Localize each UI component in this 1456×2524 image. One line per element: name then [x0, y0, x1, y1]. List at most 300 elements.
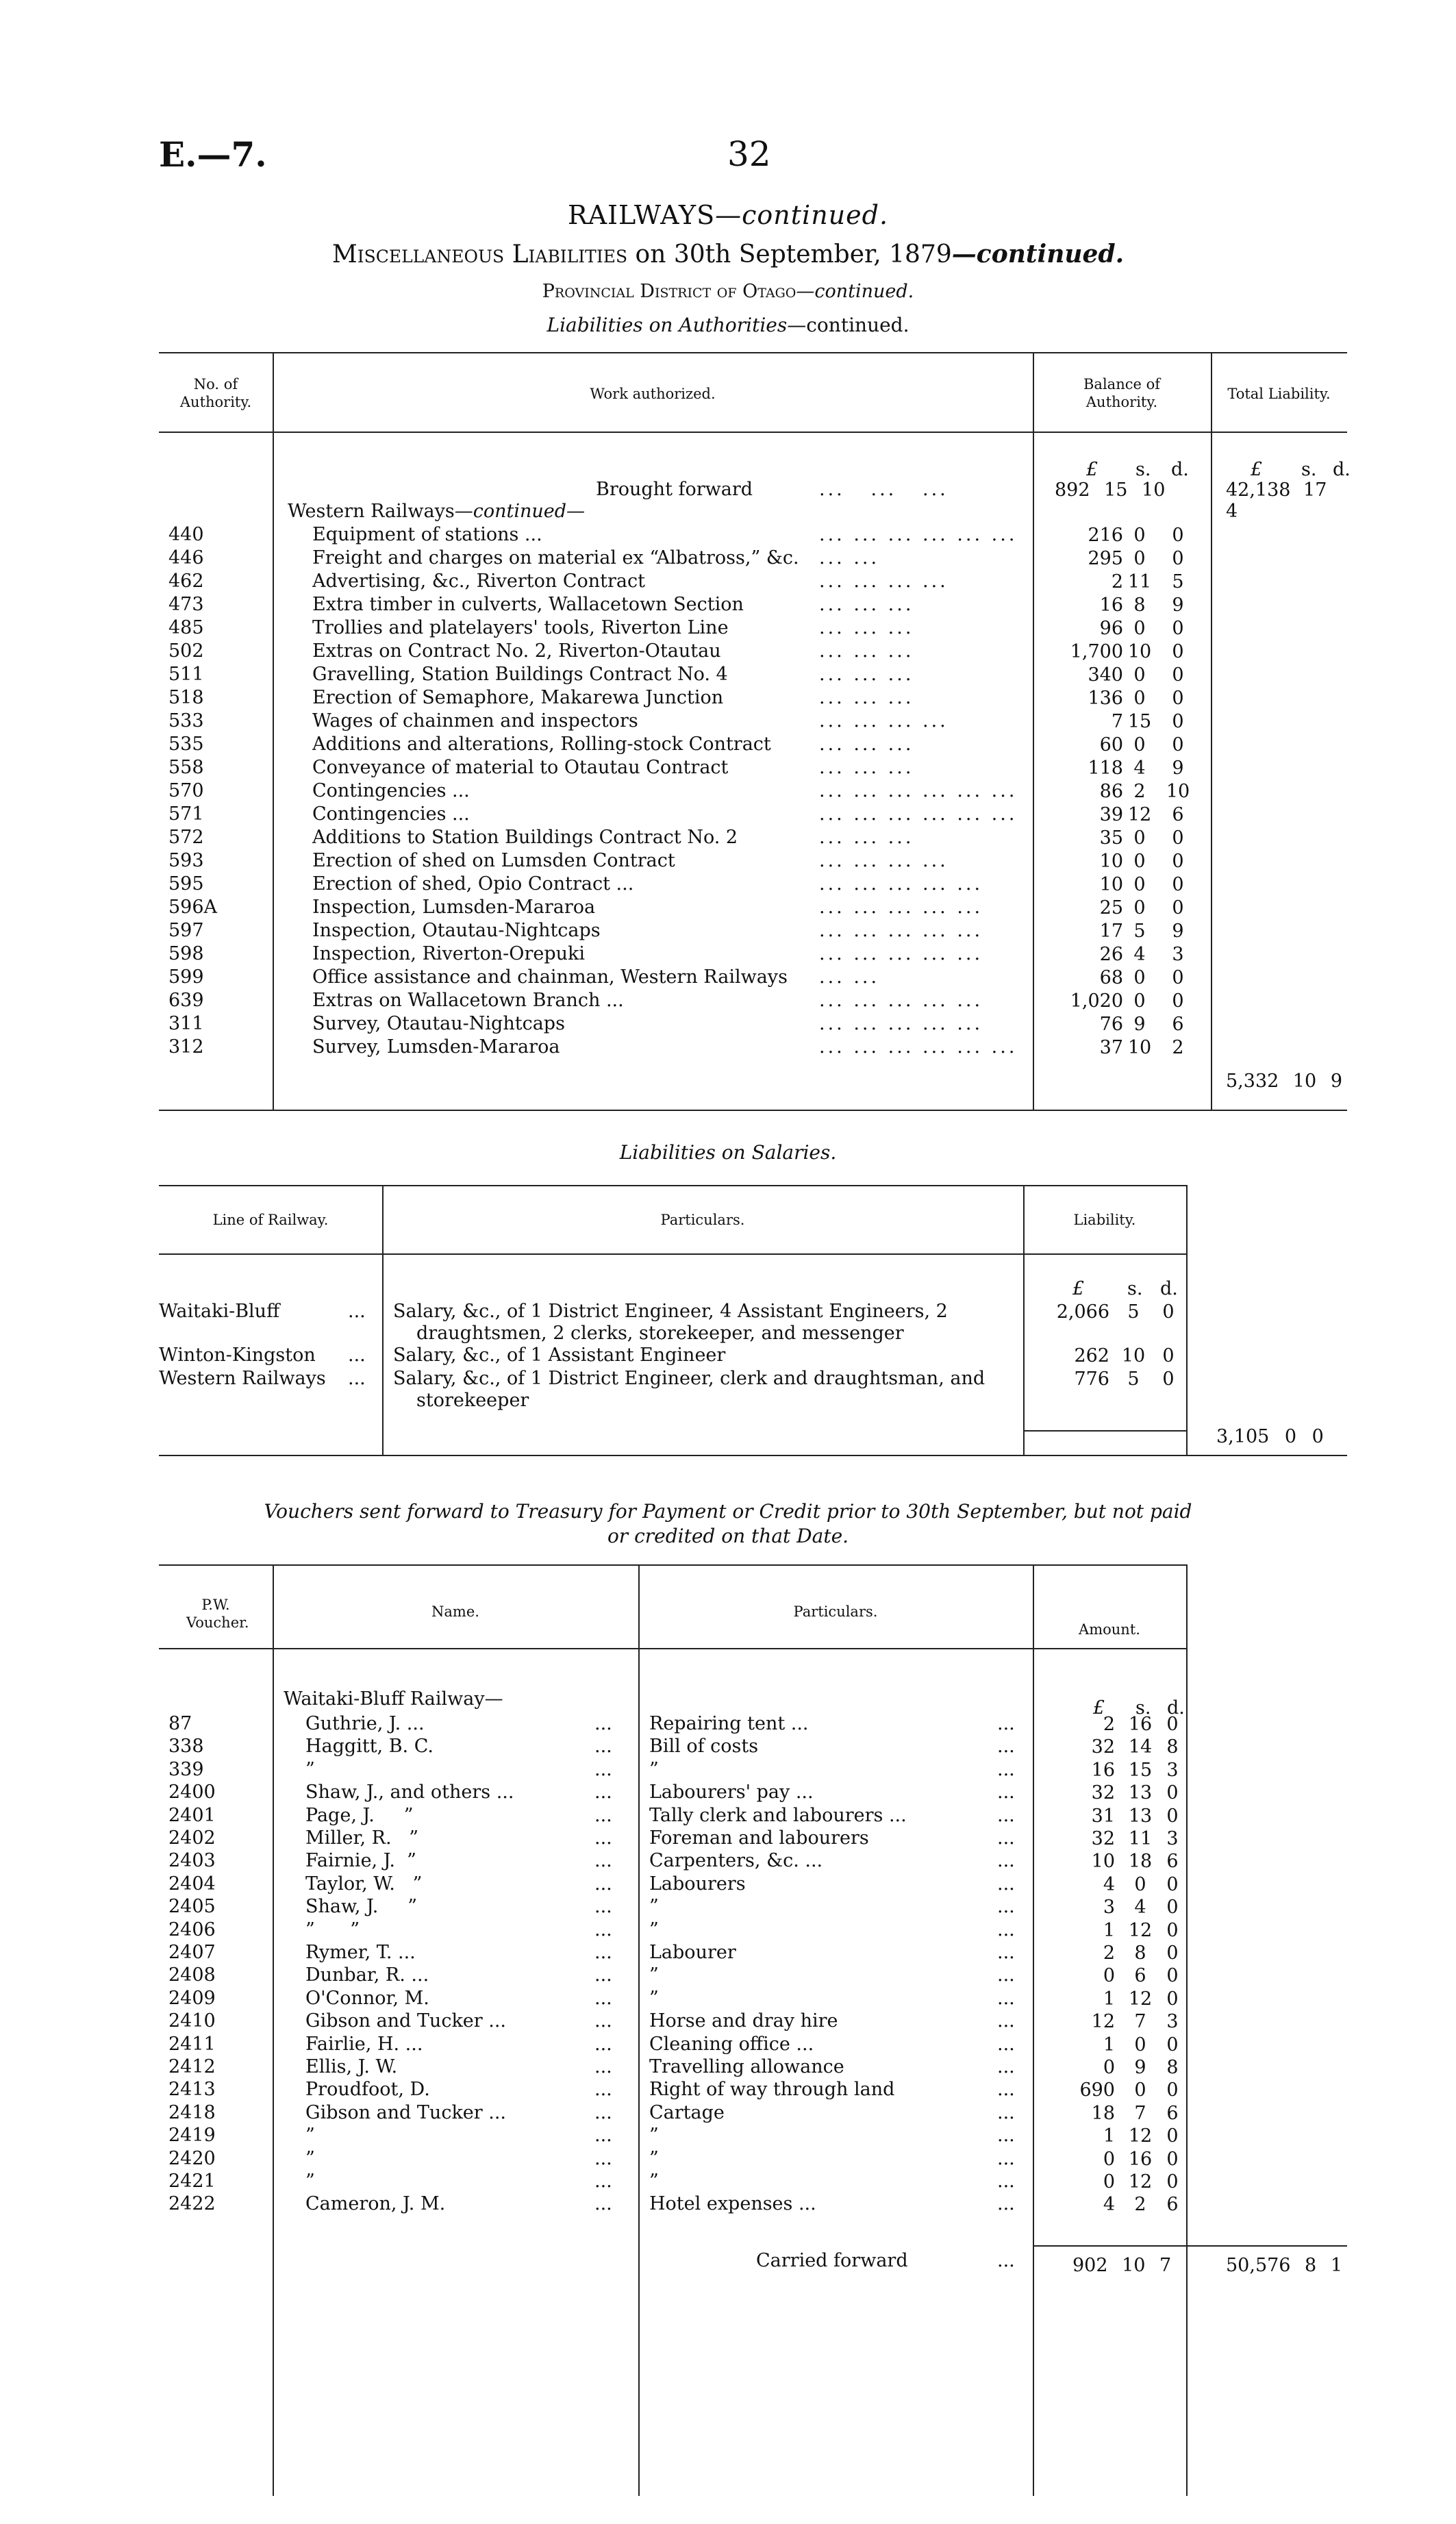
voucher-name-dots: ...	[594, 2079, 612, 2100]
voucher-name: Guthrie, J. ...	[305, 1713, 425, 1734]
auth-row-number: 572	[168, 827, 204, 848]
sal-row-line-dots: ...	[348, 1368, 366, 1389]
voucher-pounds: 1	[1103, 2125, 1115, 2147]
auth-row-shillings: 15	[1127, 711, 1152, 732]
carried-forward-dots: ...	[997, 2250, 1015, 2271]
auth-row-pence: 0	[1172, 967, 1184, 988]
sal-row-shillings: 5	[1127, 1301, 1140, 1323]
voucher-pence: 0	[1166, 2079, 1179, 2101]
auth-row-number: 639	[168, 990, 204, 1011]
auth-row-shillings: 5	[1133, 921, 1146, 942]
voucher-number: 2418	[168, 2102, 216, 2123]
auth-row-shillings: 0	[1133, 967, 1146, 988]
voucher-pence: 0	[1166, 1965, 1179, 1986]
voucher-part-dots: ...	[997, 1919, 1015, 1940]
auth-row-pounds: 76	[1099, 1014, 1123, 1035]
voucher-pence: 0	[1166, 2171, 1179, 2192]
voucher-pence: 0	[1166, 1805, 1179, 1827]
auth-row-dots: ... ... ... ...	[819, 710, 949, 732]
auth-row-work: Inspection, Lumsden-Mararoa	[312, 897, 596, 918]
voucher-number: 2401	[168, 1805, 216, 1826]
voucher-pence: 0	[1166, 1942, 1179, 1964]
vch-col-particulars: Particulars.	[793, 1603, 878, 1620]
sal-row-pounds: 776	[1074, 1369, 1109, 1390]
auth-row-pence: 6	[1172, 1014, 1184, 1035]
voucher-particulars: ”	[649, 1919, 659, 1940]
auth-row-number: 311	[168, 1013, 204, 1034]
voucher-number: 338	[168, 1736, 204, 1757]
auth-row-pence: 0	[1172, 990, 1184, 1012]
vch-col-amount: Amount.	[1079, 1621, 1140, 1638]
voucher-number: 2409	[168, 1988, 216, 2009]
auth-row-number: 558	[168, 757, 204, 778]
auth-row-dots: ... ... ... ... ...	[819, 920, 983, 941]
voucher-shillings: 16	[1128, 2149, 1153, 2170]
auth-row-number: 485	[168, 617, 204, 638]
auth-row-dots: ... ... ...	[819, 594, 914, 615]
voucher-pounds: 1	[1103, 1920, 1115, 1941]
sal-col-particulars: Particulars.	[660, 1212, 745, 1228]
sal-row-pounds: 262	[1074, 1345, 1109, 1366]
voucher-pounds: 31	[1091, 1805, 1115, 1827]
auth-row-dots: ... ... ...	[819, 664, 914, 685]
auth-row-pounds: 2	[1111, 571, 1123, 592]
voucher-name-dots: ...	[594, 2034, 612, 2055]
voucher-name-dots: ...	[594, 2010, 612, 2032]
voucher-name: Rymer, T. ...	[305, 1942, 416, 1963]
subtitle-part1: Miscellaneous Liabilities	[331, 240, 628, 268]
voucher-pence: 8	[1166, 1736, 1179, 1758]
auth-bal-cur-d: d.	[1171, 459, 1189, 480]
carried-forward-amount: 902 10 7	[1072, 2255, 1172, 2276]
voucher-name: Shaw, J. ”	[305, 1896, 418, 1917]
district-cont: —continued.	[796, 281, 914, 302]
vouchers-title-line2: or credited on that Date.	[607, 1525, 849, 1547]
auth-row-pence: 0	[1172, 827, 1184, 849]
voucher-particulars: Horse and dray hire	[649, 2010, 838, 2032]
voucher-name: Haggitt, B. C.	[305, 1736, 434, 1757]
voucher-part-dots: ...	[997, 1850, 1015, 1871]
sal-cur-s: s.	[1127, 1278, 1143, 1299]
voucher-pounds: 1	[1103, 2034, 1115, 2056]
voucher-pence: 6	[1166, 2103, 1179, 2124]
auth-tot-cur-s: s.	[1301, 459, 1317, 480]
auth-row-work: Survey, Lumsden-Mararoa	[312, 1036, 560, 1058]
auth-row-shillings: 2	[1133, 781, 1146, 802]
vch-carried-rule	[1033, 2245, 1347, 2247]
voucher-part-dots: ...	[997, 1736, 1015, 1757]
auth-row-work: Additions to Station Buildings Contract No. 2	[312, 827, 738, 848]
auth-row-dots: ... ... ... ... ...	[819, 873, 983, 895]
auth-row-work: Wages of chainmen and inspectors	[312, 710, 638, 732]
voucher-pounds: 0	[1103, 2149, 1115, 2170]
voucher-name: Miller, R. ”	[305, 1827, 419, 1849]
auth-row-shillings: 10	[1127, 1037, 1152, 1058]
auth-row-dots: ... ... ... ... ... ...	[819, 803, 1018, 825]
auth-row-pence: 9	[1172, 921, 1184, 942]
auth-row-number: 570	[168, 780, 204, 801]
auth-row-work: Gravelling, Station Buildings Contract No. 4	[312, 664, 728, 685]
voucher-part-dots: ...	[997, 2079, 1015, 2100]
auth-row-work: Erection of shed on Lumsden Contract	[312, 850, 675, 871]
auth-row-shillings: 11	[1127, 571, 1152, 592]
voucher-name: ”	[305, 2148, 315, 2169]
vch-table-top-rule	[159, 1564, 1186, 1566]
page-number: 32	[727, 134, 771, 174]
auth-row-dots: ... ... ...	[819, 734, 914, 755]
district-part1: Provincial District of Otago	[542, 281, 796, 302]
auth-row-number: 473	[168, 594, 204, 615]
sal-row-line: Winton-Kingston	[159, 1345, 316, 1366]
voucher-number: 2403	[168, 1850, 216, 1871]
auth-row-dots: ... ... ... ... ... ...	[819, 1036, 1018, 1058]
voucher-name-dots: ...	[594, 1896, 612, 1917]
voucher-pounds: 690	[1079, 2079, 1115, 2101]
voucher-particulars: Labourers	[649, 1873, 746, 1895]
voucher-number: 2411	[168, 2034, 216, 2055]
voucher-name: Shaw, J., and others ...	[305, 1782, 514, 1803]
brought-forward-dots: ... ... ...	[819, 479, 949, 500]
voucher-name-dots: ...	[594, 2125, 612, 2146]
voucher-name-dots: ...	[594, 1988, 612, 2009]
voucher-particulars: ”	[649, 1896, 659, 1917]
auth-row-pence: 3	[1172, 944, 1184, 965]
auth-col-balance: Balance of Authority.	[1083, 376, 1160, 410]
auth-row-number: 593	[168, 850, 204, 871]
auth-row-pounds: 136	[1088, 688, 1123, 709]
sal-row-pounds: 2,066	[1056, 1301, 1109, 1323]
auth-row-pence: 9	[1172, 758, 1184, 779]
voucher-number: 2405	[168, 1896, 216, 1917]
voucher-part-dots: ...	[997, 2193, 1015, 2214]
voucher-number: 2402	[168, 1827, 216, 1849]
auth-row-pence: 0	[1172, 548, 1184, 569]
auth-row-number: 502	[168, 640, 204, 662]
sal-row-particulars-1: Salary, &c., of 1 Assistant Engineer	[393, 1345, 726, 1366]
voucher-part-dots: ...	[997, 1805, 1015, 1826]
voucher-shillings: 0	[1134, 2079, 1146, 2101]
auth-row-work: Additions and alterations, Rolling-stock Contract	[312, 734, 771, 755]
sal-cur-d: d.	[1160, 1278, 1178, 1299]
voucher-number: 2422	[168, 2193, 216, 2214]
auth-group-label	[288, 500, 585, 523]
auth-col-sep-1	[273, 352, 274, 1110]
vch-table-header-rule	[159, 1648, 1186, 1649]
voucher-particulars: ”	[649, 2171, 659, 2192]
vch-col-sep-2	[638, 1564, 640, 2496]
sal-row-particulars-1: Salary, &c., of 1 District Engineer, clerk and draughtsman, and	[393, 1368, 986, 1389]
voucher-part-dots: ...	[997, 1713, 1015, 1734]
section-authorities-title	[0, 314, 1456, 336]
auth-row-pounds: 17	[1099, 921, 1123, 942]
voucher-shillings: 0	[1134, 2034, 1146, 2056]
voucher-shillings: 13	[1128, 1805, 1153, 1827]
brought-forward-total: 42,138 17 4	[1226, 479, 1327, 522]
voucher-pence: 0	[1166, 2034, 1179, 2056]
auth-row-shillings: 0	[1133, 897, 1146, 919]
voucher-part-dots: ...	[997, 2148, 1015, 2169]
auth-bal-cur-l: £	[1086, 459, 1099, 480]
section1-italic: Liabilities on Authorities	[547, 314, 788, 336]
voucher-particulars: ”	[649, 1964, 659, 1986]
voucher-particulars: Cartage	[649, 2102, 725, 2123]
voucher-name-dots: ...	[594, 1805, 612, 1826]
voucher-particulars: Foreman and labourers	[649, 1827, 869, 1849]
auth-row-work: Trollies and platelayers' tools, Riverton Line	[312, 617, 729, 638]
auth-row-pounds: 26	[1099, 944, 1123, 965]
auth-row-dots: ... ... ... ... ...	[819, 990, 983, 1011]
salaries-title: Liabilities on Salaries.	[619, 1141, 837, 1164]
voucher-pounds: 0	[1103, 2171, 1115, 2192]
auth-group-name: Western Railways	[288, 501, 455, 522]
auth-row-pence: 10	[1166, 781, 1190, 802]
auth-row-shillings: 4	[1133, 758, 1146, 779]
voucher-shillings: 0	[1134, 1874, 1146, 1895]
auth-tot-cur-d: d.	[1333, 459, 1351, 480]
sal-table-top-rule	[159, 1185, 1186, 1186]
auth-row-pounds: 16	[1099, 595, 1123, 616]
sal-col-line: Line of Railway.	[212, 1212, 329, 1228]
voucher-pence: 0	[1166, 1874, 1179, 1895]
voucher-name-dots: ...	[594, 2056, 612, 2077]
voucher-number: 2404	[168, 1873, 216, 1895]
vch-group-label: Waitaki-Bluff Railway—	[284, 1688, 503, 1710]
voucher-part-dots: ...	[997, 2171, 1015, 2192]
voucher-particulars: ”	[649, 1988, 659, 2009]
voucher-pounds: 4	[1103, 2194, 1115, 2215]
voucher-name-dots: ...	[594, 1759, 612, 1780]
auth-row-work: Extras on Wallacetown Branch ...	[312, 990, 624, 1011]
voucher-pounds: 0	[1103, 2057, 1115, 2078]
voucher-particulars: ”	[649, 2125, 659, 2146]
sal-row-particulars-1: Salary, &c., of 1 District Engineer, 4 Assistant Engineers, 2	[393, 1301, 948, 1322]
auth-row-pounds: 60	[1099, 734, 1123, 755]
voucher-name-dots: ...	[594, 1782, 612, 1803]
voucher-pounds: 18	[1091, 2103, 1115, 2124]
vouchers-title-line1	[0, 1500, 1456, 1523]
auth-row-number: 533	[168, 710, 204, 732]
voucher-name: Page, J. ”	[305, 1805, 414, 1826]
voucher-part-dots: ...	[997, 2056, 1015, 2077]
auth-row-shillings: 4	[1133, 944, 1146, 965]
auth-row-pence: 0	[1172, 734, 1184, 755]
voucher-name-dots: ...	[594, 1964, 612, 1986]
vouchers-title-a: Vouchers sent forward to Treasury for Payment or Credit prior to 30th September,	[264, 1500, 1068, 1523]
auth-row-dots: ... ... ... ... ...	[819, 897, 983, 918]
auth-row-pence: 0	[1172, 897, 1184, 919]
sal-row-pence: 0	[1162, 1301, 1175, 1323]
auth-row-number: 599	[168, 966, 204, 988]
auth-row-pence: 0	[1172, 711, 1184, 732]
voucher-name-dots: ...	[594, 1919, 612, 1940]
voucher-name: ”	[305, 2125, 315, 2146]
auth-row-pounds: 68	[1099, 967, 1123, 988]
auth-row-shillings: 0	[1133, 664, 1146, 686]
auth-row-work: Office assistance and chainman, Western Railways	[312, 966, 788, 988]
auth-row-number: 595	[168, 873, 204, 895]
section1-rest: —continued.	[787, 314, 909, 336]
voucher-name: Fairlie, H. ...	[305, 2034, 423, 2055]
voucher-particulars: Tally clerk and labourers ...	[649, 1805, 907, 1826]
voucher-part-dots: ...	[997, 1988, 1015, 2009]
voucher-pence: 3	[1166, 1760, 1179, 1781]
vch-col-sep-4	[1186, 1564, 1188, 2496]
auth-row-work: Advertising, &c., Riverton Contract	[312, 571, 645, 592]
auth-row-pounds: 1,700	[1070, 641, 1123, 662]
voucher-shillings: 2	[1134, 2194, 1146, 2215]
voucher-shillings: 16	[1128, 1714, 1153, 1735]
auth-col-work: Work authorized.	[590, 386, 716, 402]
voucher-name: Gibson and Tucker ...	[305, 2010, 507, 2032]
voucher-name-dots: ...	[594, 2171, 612, 2192]
auth-row-number: 462	[168, 571, 204, 592]
voucher-name: Gibson and Tucker ...	[305, 2102, 507, 2123]
voucher-name: ”	[305, 2171, 315, 2192]
carried-forward-label: Carried forward	[756, 2250, 908, 2271]
voucher-pounds: 32	[1091, 1782, 1115, 1803]
auth-row-number: 596A	[168, 897, 218, 918]
vch-cur-l: £	[1093, 1697, 1105, 1719]
voucher-name: Fairnie, J. ”	[305, 1850, 416, 1871]
auth-row-shillings: 0	[1133, 734, 1146, 755]
voucher-shillings: 13	[1128, 1782, 1153, 1803]
voucher-number: 87	[168, 1713, 192, 1734]
auth-row-dots: ... ... ... ...	[819, 571, 949, 592]
auth-row-work: Inspection, Riverton-Orepuki	[312, 943, 585, 964]
auth-row-pence: 6	[1172, 804, 1184, 825]
auth-row-work: Contingencies ...	[312, 803, 470, 825]
auth-row-pence: 0	[1172, 525, 1184, 546]
auth-row-dots: ... ... ... ... ...	[819, 943, 983, 964]
voucher-part-dots: ...	[997, 1896, 1015, 1917]
voucher-pence: 6	[1166, 2194, 1179, 2215]
main-title-text: RAILWAYS	[567, 200, 716, 230]
voucher-pounds: 32	[1091, 1736, 1115, 1758]
voucher-pence: 0	[1166, 2149, 1179, 2170]
voucher-name-dots: ...	[594, 1873, 612, 1895]
auth-row-work: Inspection, Otautau-Nightcaps	[312, 920, 601, 941]
carried-forward-total: 50,576 8 1	[1226, 2255, 1342, 2276]
voucher-pence: 0	[1166, 1714, 1179, 1735]
auth-row-number: 597	[168, 920, 204, 941]
auth-row-shillings: 10	[1127, 641, 1152, 662]
voucher-pence: 3	[1166, 1828, 1179, 1849]
auth-row-pounds: 39	[1099, 804, 1123, 825]
auth-table-top-rule	[159, 352, 1347, 353]
sal-col-sep-3	[1186, 1185, 1188, 1455]
sal-total-rule	[1023, 1430, 1186, 1432]
voucher-name: ” ”	[305, 1919, 360, 1940]
voucher-number: 2406	[168, 1919, 216, 1940]
auth-row-dots: ... ... ...	[819, 687, 914, 708]
auth-row-pounds: 10	[1099, 874, 1123, 895]
auth-row-pounds: 7	[1111, 711, 1123, 732]
voucher-shillings: 18	[1128, 1851, 1153, 1872]
sal-row-line: Western Railways	[159, 1368, 326, 1389]
voucher-particulars: Travelling allowance	[649, 2056, 844, 2077]
auth-row-shillings: 0	[1133, 525, 1146, 546]
auth-row-work: Contingencies ...	[312, 780, 470, 801]
subtitle	[0, 240, 1456, 268]
auth-row-pence: 0	[1172, 664, 1184, 686]
vch-cur-d: d.	[1167, 1697, 1185, 1719]
auth-row-work: Erection of Semaphore, Makarewa Junction	[312, 687, 724, 708]
voucher-number: 2410	[168, 2010, 216, 2032]
sal-row-particulars-2: draughtsmen, 2 clerks, storekeeper, and messenger	[416, 1323, 904, 1344]
auth-row-shillings: 0	[1133, 851, 1146, 872]
district-heading	[0, 281, 1456, 302]
auth-row-work: Freight and charges on material ex “Albatross,” &c.	[312, 547, 799, 568]
sal-row-line-dots: ...	[348, 1301, 366, 1322]
voucher-pence: 8	[1166, 2057, 1179, 2078]
brought-forward-label: Brought forward	[596, 479, 753, 500]
voucher-part-dots: ...	[997, 1827, 1015, 1849]
auth-row-dots: ... ... ... ... ... ...	[819, 524, 1018, 545]
auth-row-pence: 0	[1172, 874, 1184, 895]
auth-row-pounds: 216	[1088, 525, 1123, 546]
voucher-part-dots: ...	[997, 1942, 1015, 1963]
voucher-name-dots: ...	[594, 1850, 612, 1871]
auth-row-pence: 5	[1172, 571, 1184, 592]
auth-row-work: Extra timber in culverts, Wallacetown Section	[312, 594, 744, 615]
voucher-shillings: 12	[1128, 1920, 1153, 1941]
auth-row-dots: ... ...	[819, 966, 880, 988]
page-id: E.—7.	[159, 134, 267, 175]
voucher-number: 2421	[168, 2171, 216, 2192]
voucher-part-dots: ...	[997, 2034, 1015, 2055]
auth-row-number: 535	[168, 734, 204, 755]
auth-row-number: 446	[168, 547, 204, 568]
auth-row-pence: 0	[1172, 851, 1184, 872]
auth-row-pence: 0	[1172, 618, 1184, 639]
auth-row-number: 511	[168, 664, 204, 685]
auth-row-work: Erection of shed, Opio Contract ...	[312, 873, 634, 895]
voucher-shillings: 12	[1128, 2171, 1153, 2192]
auth-row-shillings: 0	[1133, 990, 1146, 1012]
voucher-pounds: 1	[1103, 1988, 1115, 2010]
voucher-name: Proudfoot, D.	[305, 2079, 430, 2100]
auth-group-cont: —continued—	[454, 501, 586, 522]
voucher-particulars: ”	[649, 2148, 659, 2169]
main-title-cont: —continued.	[715, 200, 889, 230]
auth-row-dots: ... ... ...	[819, 617, 914, 638]
auth-row-pence: 0	[1172, 688, 1184, 709]
sal-table-bottom-rule	[159, 1455, 1347, 1456]
auth-row-pounds: 35	[1099, 827, 1123, 849]
voucher-pounds: 3	[1103, 1897, 1115, 1918]
voucher-number: 2412	[168, 2056, 216, 2077]
auth-col-sep-2	[1033, 352, 1034, 1110]
sal-row-pence: 0	[1162, 1369, 1175, 1390]
voucher-particulars: Carpenters, &c. ...	[649, 1850, 823, 1871]
voucher-name: Ellis, J. W.	[305, 2056, 398, 2077]
voucher-part-dots: ...	[997, 1873, 1015, 1895]
voucher-particulars: ”	[649, 1759, 659, 1780]
subtitle-part2: on 30th September, 1879	[627, 240, 952, 268]
voucher-pounds: 2	[1103, 1942, 1115, 1964]
auth-row-pence: 2	[1172, 1037, 1184, 1058]
auth-row-dots: ... ... ...	[819, 827, 914, 848]
auth-total: 5,332 10 9	[1226, 1071, 1342, 1092]
auth-row-pounds: 37	[1099, 1037, 1123, 1058]
voucher-particulars: Labourer	[649, 1942, 736, 1963]
auth-row-number: 312	[168, 1036, 204, 1058]
auth-row-pounds: 118	[1088, 758, 1123, 779]
vch-col-sep-1	[273, 1564, 274, 2496]
auth-bal-cur-s: s.	[1135, 459, 1151, 480]
auth-row-shillings: 0	[1133, 548, 1146, 569]
voucher-name-dots: ...	[594, 2193, 612, 2214]
